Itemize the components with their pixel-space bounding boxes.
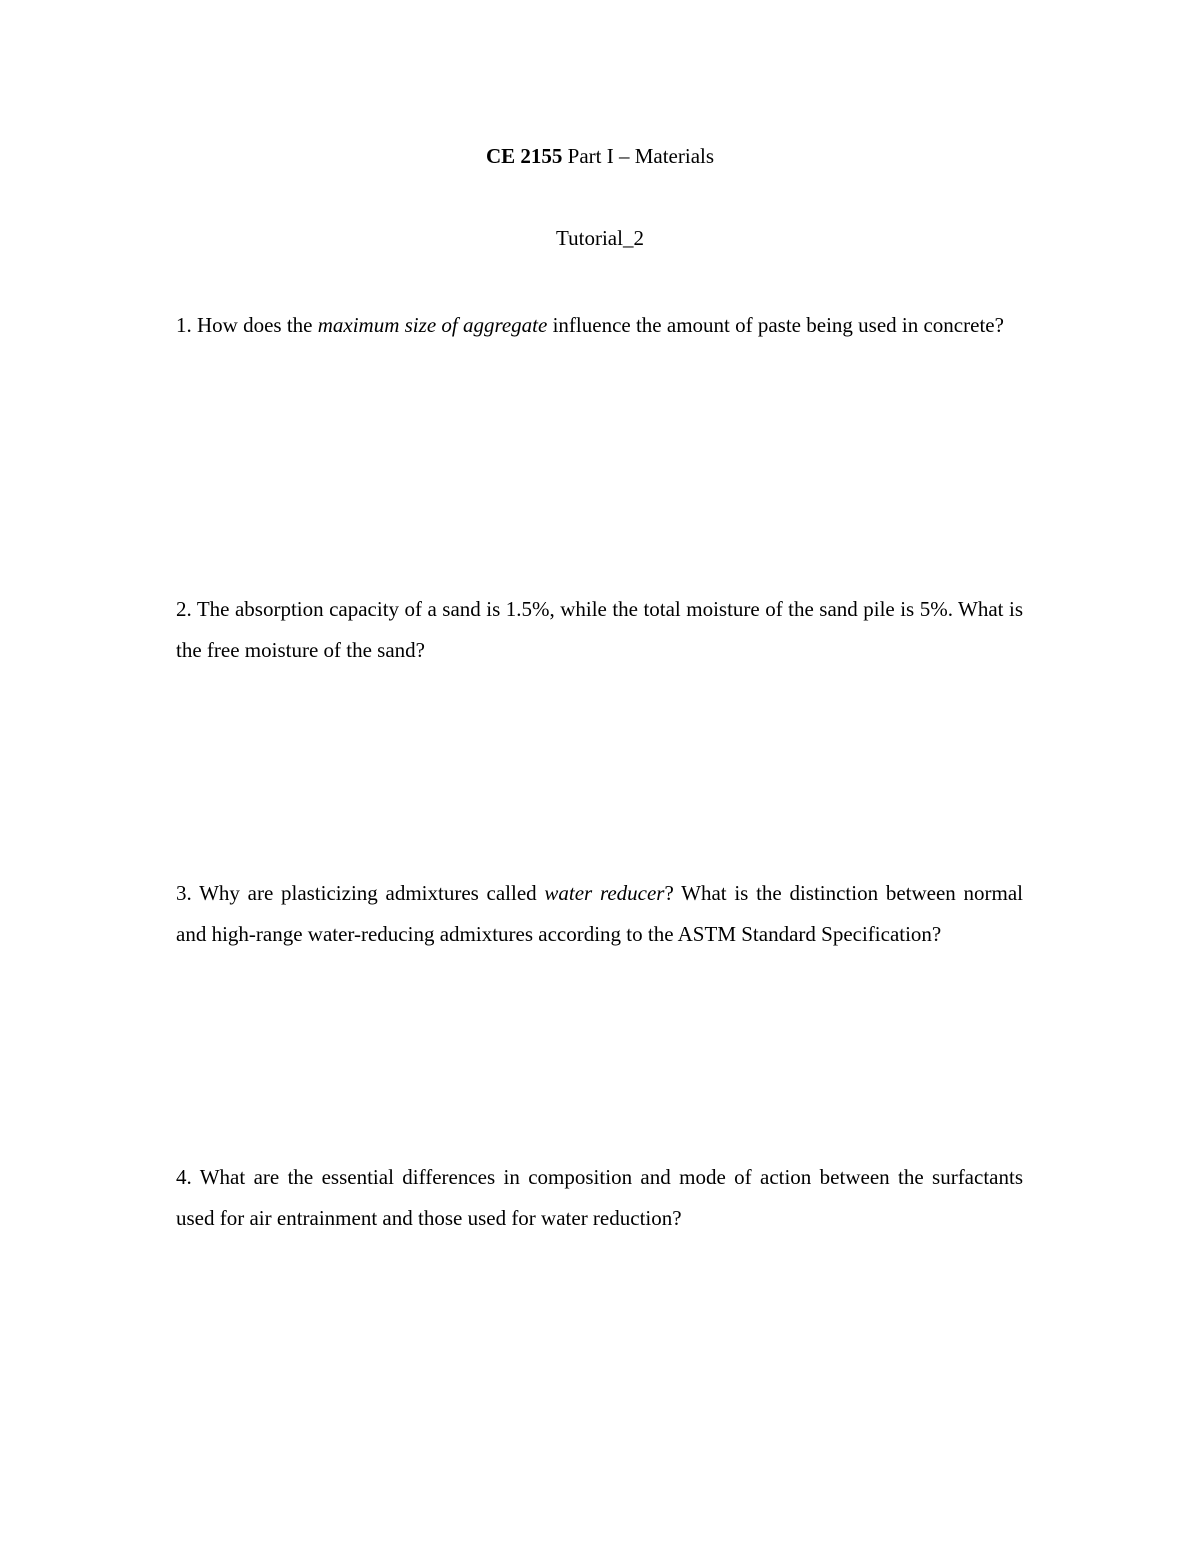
question-1-text-end: influence the amount of paste being used in concrete?	[547, 313, 1004, 337]
question-2: 2. The absorption capacity of a sand is 1.5%, while the total moisture of the sand pile is 5%. What is the free moisture of the sand?	[176, 597, 1023, 662]
course-code: CE 2155	[485, 144, 563, 168]
question-1-text-start: 1. How does the	[176, 313, 318, 337]
question-3-text-end: ? What is the distinction between normal and high-range water-reducing admixtures according to the ASTM Standard Specification?	[176, 881, 1023, 946]
tutorial-label: Tutorial_2	[556, 226, 644, 250]
question-1-emphasis: maximum size of aggregate	[317, 313, 548, 337]
question-3	[176, 873, 1023, 955]
question-4: 4. What are the essential differences in composition and mode of action between the surfactants used for air entrainment and those used for water reduction?	[176, 1165, 1023, 1230]
course-title: Part I – Materials	[562, 144, 715, 168]
question-3-text-start: 3. Why are plasticizing admixtures called	[176, 881, 545, 905]
question-3-emphasis: water reducer	[544, 881, 665, 905]
document-title	[0, 141, 1200, 171]
question-1	[176, 305, 1023, 346]
